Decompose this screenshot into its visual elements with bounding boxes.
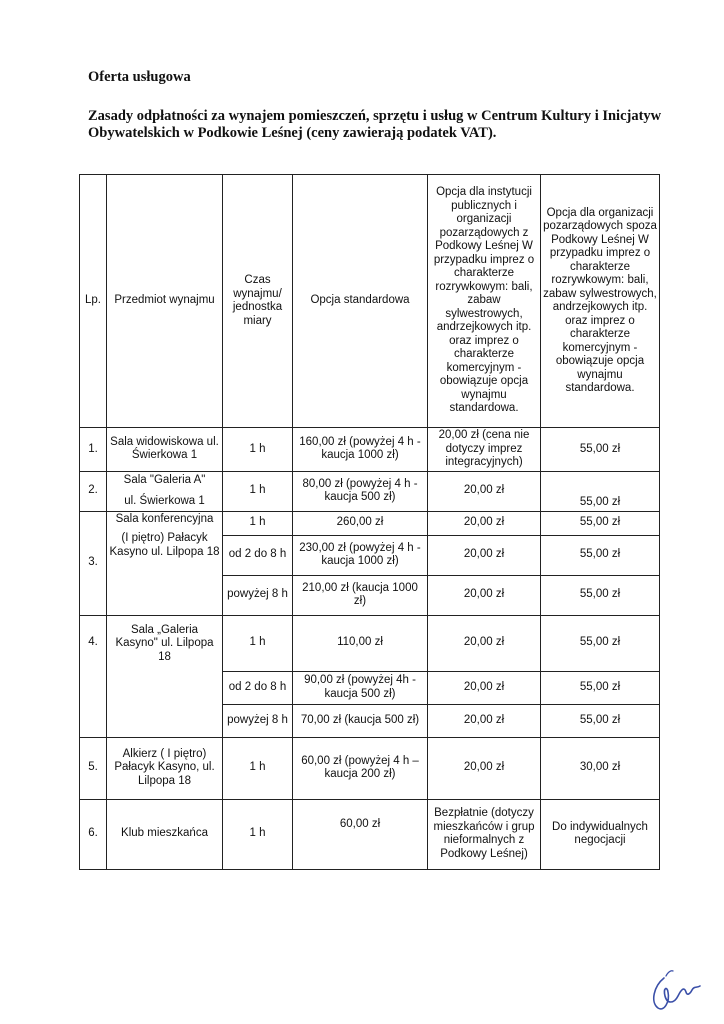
row-local-price: 20,00 zł bbox=[428, 575, 541, 615]
row-unit: powyżej 8 h bbox=[223, 704, 293, 737]
row-standard-price: 230,00 zł (powyżej 4 h - kaucja 1000 zł) bbox=[293, 535, 428, 575]
table-header-row bbox=[80, 175, 660, 428]
row-item: Klub mieszkańca bbox=[107, 799, 223, 869]
row-external-price: 30,00 zł bbox=[541, 737, 660, 799]
row-external-price: 55,00 zł bbox=[541, 428, 660, 472]
row-standard-price: 260,00 zł bbox=[293, 511, 428, 535]
row-unit: 1 h bbox=[223, 428, 293, 472]
row-unit: 1 h bbox=[223, 471, 293, 511]
row-standard-price: 80,00 zł (powyżej 4 h - kaucja 500 zł) bbox=[293, 471, 428, 511]
row-local-price: Bezpłatnie (dotyczy mieszkańców i grup nieformalnych z Podkowy Leśnej) bbox=[428, 799, 541, 869]
header-external: Opcja dla organizacji pozarządowych spoza Podkowy Leśnej W przypadku imprez o charakterze rozrywkowym: bali, zabaw sylwestrowych, andrzejkowych itp. oraz imprez o charakterze komercyjnym - obowiązuje opcja wynajmu standardowa. bbox=[541, 175, 660, 428]
price-table bbox=[79, 174, 660, 870]
row-number: 6. bbox=[80, 799, 107, 869]
row-local-price: 20,00 zł bbox=[428, 737, 541, 799]
row-number: 5. bbox=[80, 737, 107, 799]
row-item-address: ul. Świerkowa 1 bbox=[124, 494, 205, 507]
row-local-price: 20,00 zł bbox=[428, 671, 541, 704]
row-standard-price: 210,00 zł (kaucja 1000 zł) bbox=[293, 575, 428, 615]
header-lp: Lp. bbox=[80, 175, 107, 428]
row-standard-price: 60,00 zł bbox=[293, 799, 428, 869]
table-row bbox=[80, 799, 660, 869]
row-standard-price: 70,00 zł (kaucja 500 zł) bbox=[293, 704, 428, 737]
document-subtitle: Zasady odpłatności za wynajem pomieszczeń, sprzętu i usług w Centrum Kultury i Inicjatyw Obywatelskich w Podkowie Leśnej (ceny zawierają podatek VAT). bbox=[88, 108, 662, 141]
row-item-address: (I piętro) Pałacyk Kasyno ul. Lilpopa 18 bbox=[109, 532, 220, 558]
row-external-price: 55,00 zł bbox=[541, 704, 660, 737]
row-unit: 1 h bbox=[223, 615, 293, 671]
row-number: 3. bbox=[80, 511, 107, 615]
row-item: Sala „Galeria Kasyno" ul. Lilpopa 18 bbox=[107, 615, 223, 737]
row-item: Alkierz ( I piętro) Pałacyk Kasyno, ul. Lilpopa 18 bbox=[107, 737, 223, 799]
row-unit: powyżej 8 h bbox=[223, 575, 293, 615]
row-external-price: 55,00 zł bbox=[541, 535, 660, 575]
signature-icon bbox=[648, 968, 704, 1014]
row-external-price: 55,00 zł bbox=[541, 471, 660, 511]
row-unit: 1 h bbox=[223, 799, 293, 869]
row-standard-price: 90,00 zł (powyżej 4h - kaucja 500 zł) bbox=[293, 671, 428, 704]
row-number: 4. bbox=[80, 615, 107, 737]
row-unit: 1 h bbox=[223, 511, 293, 535]
row-local-price: 20,00 zł (cena nie dotyczy imprez integracyjnych) bbox=[428, 428, 541, 472]
row-unit: od 2 do 8 h bbox=[223, 535, 293, 575]
row-item bbox=[107, 471, 223, 511]
row-external-price: 55,00 zł bbox=[541, 575, 660, 615]
row-local-price: 20,00 zł bbox=[428, 615, 541, 671]
row-unit: 1 h bbox=[223, 737, 293, 799]
row-local-price: 20,00 zł bbox=[428, 511, 541, 535]
row-local-price: 20,00 zł bbox=[428, 471, 541, 511]
row-number: 2. bbox=[80, 471, 107, 511]
row-local-price: 20,00 zł bbox=[428, 535, 541, 575]
header-unit: Czas wynajmu/ jednostka miary bbox=[223, 175, 293, 428]
row-external-price: 55,00 zł bbox=[541, 671, 660, 704]
row-standard-price: 110,00 zł bbox=[293, 615, 428, 671]
header-item: Przedmiot wynajmu bbox=[107, 175, 223, 428]
row-standard-price: 60,00 zł (powyżej 4 h – kaucja 200 zł) bbox=[293, 737, 428, 799]
table-row bbox=[80, 471, 660, 511]
row-item bbox=[107, 511, 223, 615]
header-standard: Opcja standardowa bbox=[293, 175, 428, 428]
row-external-price: 55,00 zł bbox=[541, 615, 660, 671]
row-standard-price: 160,00 zł (powyżej 4 h - kaucja 1000 zł) bbox=[293, 428, 428, 472]
table-row bbox=[80, 737, 660, 799]
row-number: 1. bbox=[80, 428, 107, 472]
row-item: Sala widowiskowa ul. Świerkowa 1 bbox=[107, 428, 223, 472]
row-item-name: Sala konferencyjna bbox=[115, 512, 214, 525]
table-row bbox=[80, 615, 660, 671]
table-row bbox=[80, 428, 660, 472]
row-external-price: 55,00 zł bbox=[541, 511, 660, 535]
row-external-price: Do indywidualnych negocjacji bbox=[541, 799, 660, 869]
row-item-name: Sala "Galeria A" bbox=[123, 474, 206, 486]
table-row bbox=[80, 511, 660, 535]
row-local-price: 20,00 zł bbox=[428, 704, 541, 737]
document-title: Oferta usługowa bbox=[88, 69, 191, 85]
header-local: Opcja dla instytucji publicznych i organizacji pozarządowych z Podkowy Leśnej W przypadku imprez o charakterze rozrywkowym: bali, zabaw sylwestrowych, andrzejkowych itp. oraz imprez o charakterze komercyjnym - obowiązuje opcja wynajmu standardowa. bbox=[428, 175, 541, 428]
row-unit: od 2 do 8 h bbox=[223, 671, 293, 704]
